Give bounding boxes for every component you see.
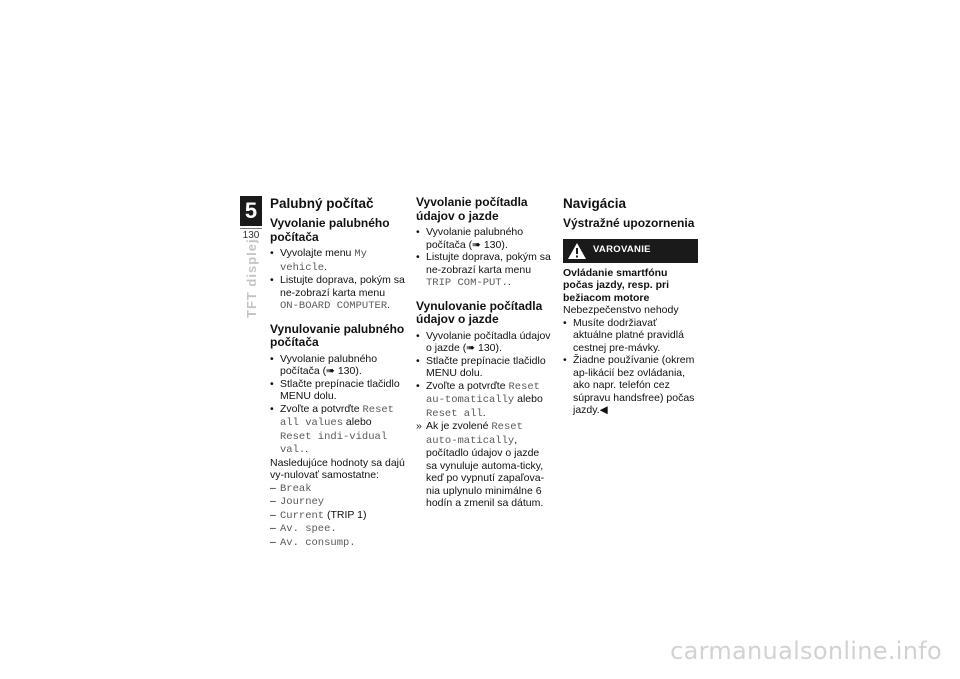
subsection-heading: Vyvolanie počítadla údajov o jazde (416, 195, 528, 223)
step-list (270, 353, 405, 457)
step-list (270, 247, 405, 313)
list-item: – Av. spee. (270, 522, 405, 536)
subsection-heading: Výstražné upozornenia (563, 216, 695, 230)
chapter-marker (240, 196, 264, 241)
end-mark-icon: ◀ (599, 404, 608, 416)
subsection-heading: Vynulovanie palubného počítača (270, 321, 405, 349)
danger-text: Nebezpečenstvo nehody (563, 304, 679, 316)
list-item: • Musíte dodržiavať aktuálne platné pravidlá cestnej pre-mávky. (563, 317, 698, 355)
column-3 (563, 196, 698, 427)
list-item: • Listujte doprava, pokým sa ne-zobrazí karta menu TRIP COM-PUT.. (416, 251, 551, 290)
watermark: carmanualsonline.info (670, 637, 942, 665)
column-2 (416, 196, 551, 520)
list-item: • Zvoľte a potvrďte Reset all values alebo Reset indi-vidual val.. (270, 403, 405, 457)
list-item: • Stlačte prepínacie tlačidlo MENU dolu. (416, 355, 551, 380)
step-list (416, 330, 551, 510)
chapter-number: 5 (240, 196, 262, 226)
warning-label: VAROVANIE (593, 244, 651, 256)
value-list (270, 482, 405, 550)
warning-icon (567, 241, 587, 261)
list-item: • Vyvolanie palubného počítača (➠ 130). (416, 226, 551, 251)
list-item: • Vyvolanie palubného počítača (➠ 130). (270, 353, 405, 378)
section-title: Palubný počítač (270, 196, 374, 211)
warning-banner (563, 239, 698, 263)
list-item: – Av. consump. (270, 536, 405, 550)
list-item: • Zvoľte a potvrďte Reset au-tomatically alebo Reset all. (416, 380, 551, 421)
step-list (416, 226, 551, 290)
result-item: » Ak je zvolené Reset auto-matically, počítadlo údajov o jazde sa vynuluje automa-ticky, keď po vypnutí zapaľova-nia uplynulo minimálne 6 hodín a zmenil sa dátum. (416, 420, 551, 510)
list-item: • Vyvolanie počítadla údajov o jazde (➠ 130). (416, 330, 551, 355)
list-item: – Break (270, 482, 405, 496)
list-item: • Vyvolajte menu My vehicle. (270, 247, 405, 274)
side-title: TFT displej (244, 238, 259, 318)
column-1 (270, 196, 405, 549)
section-title: Navigácia (563, 196, 627, 211)
subsection-heading: Vyvolanie palubného počítača (270, 216, 390, 244)
list-item: – Current (TRIP 1) (270, 509, 405, 523)
list-item: • Listujte doprava, pokým sa ne-zobrazí karta menu ON-BOARD COMPUTER. (270, 274, 405, 313)
subsection-heading: Vynulovanie počítadla údajov o jazde (416, 298, 543, 326)
list-item: – Journey (270, 495, 405, 509)
list-item: • Stlačte prepínacie tlačidlo MENU dolu. (270, 378, 405, 403)
warning-title: Ovládanie smartfónu počas jazdy, resp. pri bežiacom motore (563, 266, 670, 304)
note-text: Nasledujúce hodnoty sa dajú vy-nulovať samostatne: (270, 456, 405, 481)
page-number: 130 (240, 228, 262, 241)
list-item: • Žiadne používanie (okrem ap-likácií bez ovládania, ako napr. telefón cez súpravu handsfree) počas jazdy.◀ (563, 354, 698, 417)
warning-list (563, 317, 698, 417)
